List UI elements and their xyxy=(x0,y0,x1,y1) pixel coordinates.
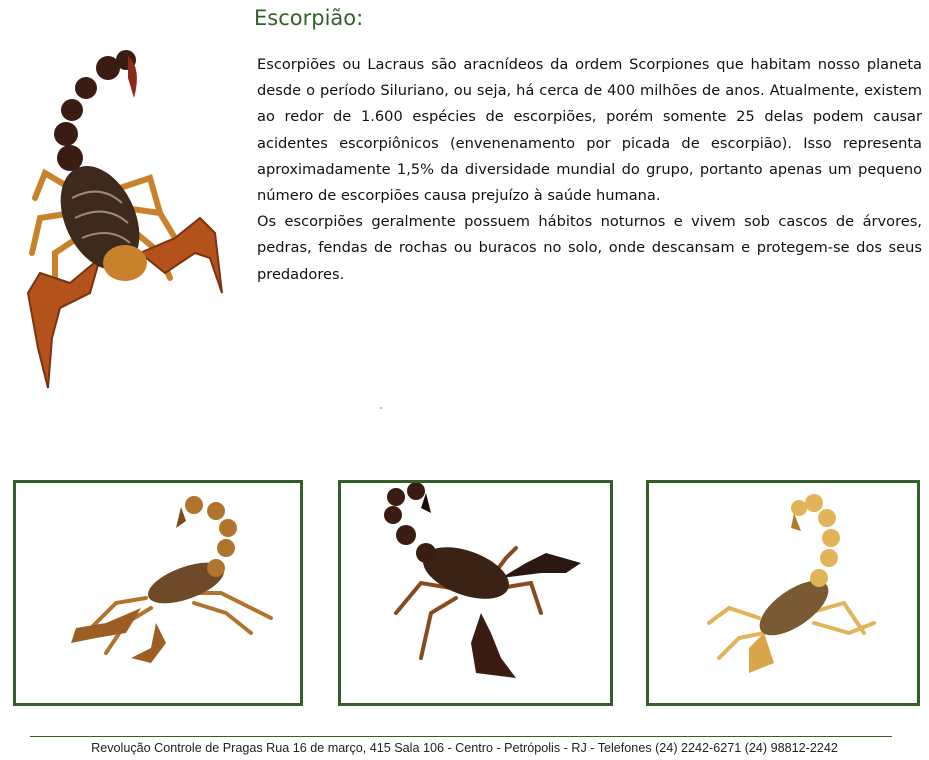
gallery-photo-yellow-scorpion xyxy=(646,480,920,706)
stray-dot xyxy=(380,407,382,409)
footer-divider xyxy=(30,736,892,737)
description-text xyxy=(257,52,922,288)
paragraph-intro: Escorpiões ou Lacraus são aracnídeos da ordem Scorpiones que habitam nosso planeta desde o período Siluriano, ou seja, há cerca de 400 milhões de anos. Atualmente, existem ao redor de 1.600 espécies de escorpiões, porém somente 25 delas podem causar acidentes escorpiônicos (envenenamento por picada de escorpião). Isso representa aproximadamente 1,5% da diversidade mundial do grupo, portanto apenas um pequeno número de escorpiões causa prejuízo à saúde humana. xyxy=(257,56,922,205)
gallery-photo-tan-scorpion xyxy=(13,480,303,706)
paragraph-habits: Os escorpiões geralmente possuem hábitos noturnos e vivem sob cascos de árvores, pedras, fendas de rochas ou buracos no solo, onde descansam e protegem-se dos seus predadores. xyxy=(257,213,922,283)
page-title: Escorpião: xyxy=(254,6,364,30)
gallery-photo-dark-scorpion xyxy=(338,480,613,706)
footer-contact: Revolução Controle de Pragas Rua 16 de março, 415 Sala 106 - Centro - Petrópolis - RJ - Telefones (24) 2242-6271 (24) 98812-2242 xyxy=(91,741,838,755)
hero-scorpion-image xyxy=(0,38,245,403)
